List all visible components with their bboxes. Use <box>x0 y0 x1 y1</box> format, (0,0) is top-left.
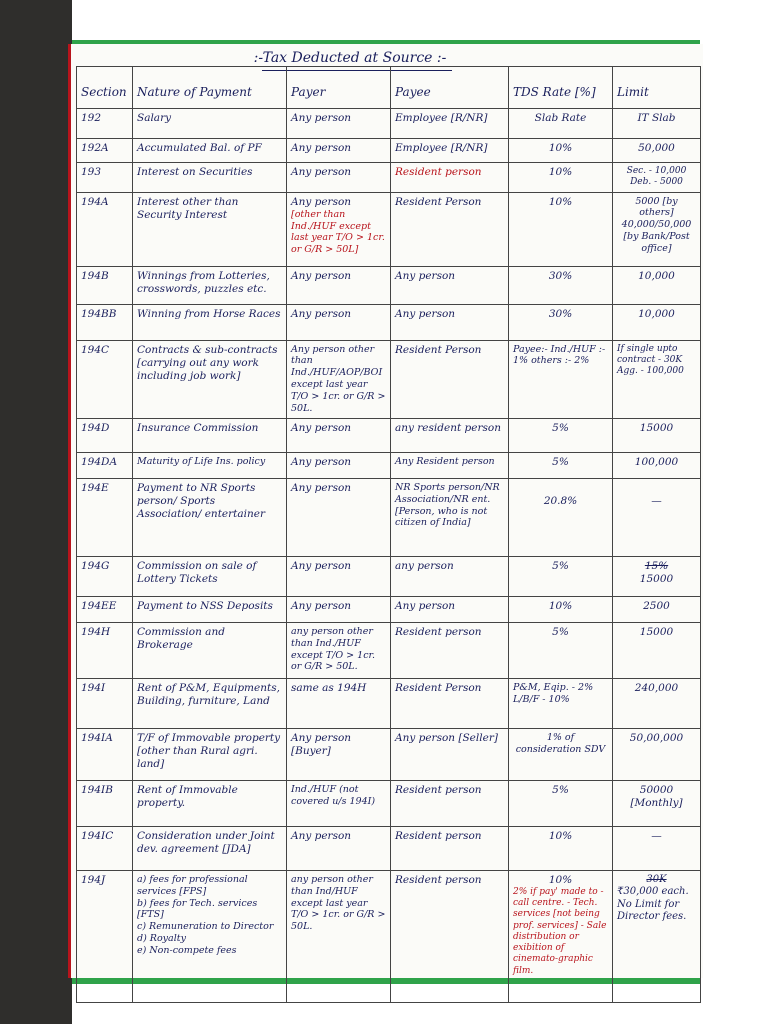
cell-limit: 10,000 <box>613 266 701 304</box>
table-row <box>77 478 701 556</box>
cell-nature: Rent of Immovable property. <box>133 780 287 826</box>
cell-payer: Any person <box>287 109 391 139</box>
cell-rate: 10% <box>509 139 613 163</box>
cell-rate: 30% <box>509 304 613 340</box>
cell-payer: same as 194H <box>287 678 391 728</box>
cell-nature: Consideration under Joint dev. agreement [JDA] <box>133 826 287 870</box>
cell-payer: Any person <box>287 139 391 163</box>
tds-table <box>76 66 701 1003</box>
table-row <box>77 678 701 728</box>
cell-payer <box>287 192 391 266</box>
cell-payer: any person other than Ind/HUF except last year T/O > 1cr. or G/R > 50L. <box>287 870 391 1002</box>
cell-payer: Any person <box>287 418 391 452</box>
cell-payee: NR Sports person/NR Association/NR ent. [Person, who is not citizen of India] <box>391 478 509 556</box>
cell-limit: IT Slab <box>613 109 701 139</box>
table-header-row <box>77 67 701 109</box>
cell-section: 194BB <box>77 304 133 340</box>
table-row <box>77 304 701 340</box>
cell-payee: Resident person <box>391 870 509 1002</box>
cell-limit: 240,000 <box>613 678 701 728</box>
table-row <box>77 139 701 163</box>
limit-value: ₹30,000 each. No Limit for Director fees. <box>617 886 689 923</box>
header-nature: Nature of Payment <box>133 67 287 109</box>
rate-value: 10% <box>548 873 573 886</box>
table-row <box>77 452 701 478</box>
cell-rate: 5% <box>509 780 613 826</box>
cell-limit: 15000 <box>613 622 701 678</box>
cell-nature: Interest on Securities <box>133 163 287 193</box>
cell-nature: Interest other than Security Interest <box>133 192 287 266</box>
cell-section: 194EE <box>77 596 133 622</box>
cell-rate: 10% <box>509 826 613 870</box>
cell-limit: 50000 [Monthly] <box>613 780 701 826</box>
cell-payer: Any person <box>287 556 391 596</box>
cell-payee: Resident Person <box>391 192 509 266</box>
cell-rate: 5% <box>509 452 613 478</box>
rate-note: 2% if pay' made to - call centre. - Tech. services [not being prof. services] - Sale distribution or exibition of cinemato-graphic film. <box>513 886 607 976</box>
cell-limit: 5000 [by others] 40,000/50,000 [by Bank/Post office] <box>613 192 701 266</box>
page-title: :-Tax Deducted at Source :- <box>253 50 447 66</box>
table-row <box>77 163 701 193</box>
cell-nature: Payment to NR Sports person/ Sports Association/ entertainer <box>133 478 287 556</box>
table-row <box>77 728 701 780</box>
cell-nature: Winning from Horse Races <box>133 304 287 340</box>
cell-section: 193 <box>77 163 133 193</box>
cell-limit: If single upto contract - 30K Agg. - 100,000 <box>613 340 701 418</box>
cell-nature: Accumulated Bal. of PF <box>133 139 287 163</box>
table-row <box>77 870 701 1002</box>
cell-section: 194B <box>77 266 133 304</box>
cell-payee: Resident Person <box>391 340 509 418</box>
cell-payee: Employee [R/NR] <box>391 139 509 163</box>
cell-rate: Payee:- Ind./HUF :- 1% others :- 2% <box>509 340 613 418</box>
cell-payee: any person <box>391 556 509 596</box>
nature-item: b) fees for Tech. services [FTS] <box>137 897 258 921</box>
cell-nature <box>133 870 287 1002</box>
cell-limit: 50,00,000 <box>613 728 701 780</box>
cell-payer: Any person <box>287 304 391 340</box>
cell-payer: Any person <box>287 452 391 478</box>
cell-payee: Resident person <box>391 622 509 678</box>
cell-limit: 50,000 <box>613 139 701 163</box>
cell-payee: Any Resident person <box>391 452 509 478</box>
cell-payer: Any person [Buyer] <box>287 728 391 780</box>
cell-payee: Employee [R/NR] <box>391 109 509 139</box>
cell-payer: Any person <box>287 163 391 193</box>
cell-rate: 5% <box>509 622 613 678</box>
cell-nature: T/F of Immovable property [other than Rural agri. land] <box>133 728 287 780</box>
nature-item: d) Royalty <box>137 933 186 945</box>
cell-payer: Any person <box>287 826 391 870</box>
cell-nature: Winnings from Lotteries, crosswords, puzzles etc. <box>133 266 287 304</box>
table-row <box>77 109 701 139</box>
cell-rate: P&M, Eqip. - 2% L/B/F - 10% <box>509 678 613 728</box>
limit-struck: 15% <box>644 559 669 572</box>
cell-section: 194D <box>77 418 133 452</box>
cell-payer: Any person other than Ind./HUF/AOP/BOI except last year T/O > 1cr. or G/R > 50L. <box>287 340 391 418</box>
cell-limit: — <box>613 478 701 556</box>
cell-payee: Any person <box>391 596 509 622</box>
cell-section: 194IB <box>77 780 133 826</box>
nature-item: a) fees for professional services [FPS] <box>137 873 248 897</box>
table-row <box>77 340 701 418</box>
cell-limit: 10,000 <box>613 304 701 340</box>
nature-item: e) Non-compete fees <box>137 945 237 956</box>
cell-section: 194A <box>77 192 133 266</box>
table-row <box>77 556 701 596</box>
cell-rate: Slab Rate <box>509 109 613 139</box>
cell-section: 194I <box>77 678 133 728</box>
cell-payer: Any person <box>287 266 391 304</box>
table-row <box>77 780 701 826</box>
cell-section: 194IA <box>77 728 133 780</box>
cell-payee: Resident Person <box>391 678 509 728</box>
cell-payee: Resident person <box>391 780 509 826</box>
background-edge <box>0 0 72 1024</box>
cell-payee: Any person <box>391 304 509 340</box>
cell-section: 192A <box>77 139 133 163</box>
cell-section: 192 <box>77 109 133 139</box>
table-row <box>77 266 701 304</box>
cell-limit <box>613 556 701 596</box>
cell-section: 194IC <box>77 826 133 870</box>
cell-payee: Any person <box>391 266 509 304</box>
cell-nature: Commission on sale of Lottery Tickets <box>133 556 287 596</box>
cell-limit: 100,000 <box>613 452 701 478</box>
cell-rate: 20.8% <box>509 478 613 556</box>
payer-text: Any person <box>291 195 352 208</box>
cell-payer: Any person <box>287 596 391 622</box>
cell-nature: Salary <box>133 109 287 139</box>
cell-limit: 15000 <box>613 418 701 452</box>
nature-item: c) Remuneration to Director <box>137 921 274 933</box>
cell-limit <box>613 870 701 1002</box>
cell-section: 194G <box>77 556 133 596</box>
cell-section: 194E <box>77 478 133 556</box>
table-row <box>77 418 701 452</box>
payer-note: [other than Ind./HUF except last year T/O > 1cr. or G/R > 50L] <box>291 208 385 256</box>
cell-rate: 5% <box>509 556 613 596</box>
cell-payer: any person other than Ind./HUF except T/O > 1cr. or G/R > 50L. <box>287 622 391 678</box>
cell-rate: 10% <box>509 163 613 193</box>
cell-nature: Maturity of Life Ins. policy <box>133 452 287 478</box>
header-rate: TDS Rate [%] <box>509 67 613 109</box>
cell-rate: 1% of consideration SDV <box>509 728 613 780</box>
header-limit: Limit <box>613 67 701 109</box>
limit-value: 15000 <box>639 572 674 585</box>
header-payer: Payer <box>287 67 391 109</box>
cell-section: 194J <box>77 870 133 1002</box>
cell-section: 194DA <box>77 452 133 478</box>
cell-section: 194C <box>77 340 133 418</box>
cell-rate <box>509 870 613 1002</box>
cell-nature: Payment to NSS Deposits <box>133 596 287 622</box>
cell-payee: Any person [Seller] <box>391 728 509 780</box>
cell-nature: Insurance Commission <box>133 418 287 452</box>
table-row <box>77 596 701 622</box>
cell-rate: 5% <box>509 418 613 452</box>
header-section: Section <box>77 67 133 109</box>
table-row <box>77 192 701 266</box>
cell-limit: Sec. - 10,000 Deb. - 5000 <box>613 163 701 193</box>
table-row <box>77 826 701 870</box>
limit-struck: 30K <box>646 873 667 885</box>
cell-limit: 2500 <box>613 596 701 622</box>
cell-payer: Ind./HUF (not covered u/s 194I) <box>287 780 391 826</box>
cell-rate: 10% <box>509 596 613 622</box>
cell-payee: any resident person <box>391 418 509 452</box>
cell-nature: Rent of P&M, Equipments, Building, furniture, Land <box>133 678 287 728</box>
cell-payee: Resident person <box>391 163 509 193</box>
cell-section: 194H <box>77 622 133 678</box>
cell-nature: Contracts & sub-contracts [carrying out any work including job work] <box>133 340 287 418</box>
header-payee: Payee <box>391 67 509 109</box>
cell-limit: — <box>613 826 701 870</box>
cell-nature: Commission and Brokerage <box>133 622 287 678</box>
table-row <box>77 622 701 678</box>
cell-payee: Resident person <box>391 826 509 870</box>
cell-rate: 30% <box>509 266 613 304</box>
cell-payer: Any person <box>287 478 391 556</box>
cell-rate: 10% <box>509 192 613 266</box>
